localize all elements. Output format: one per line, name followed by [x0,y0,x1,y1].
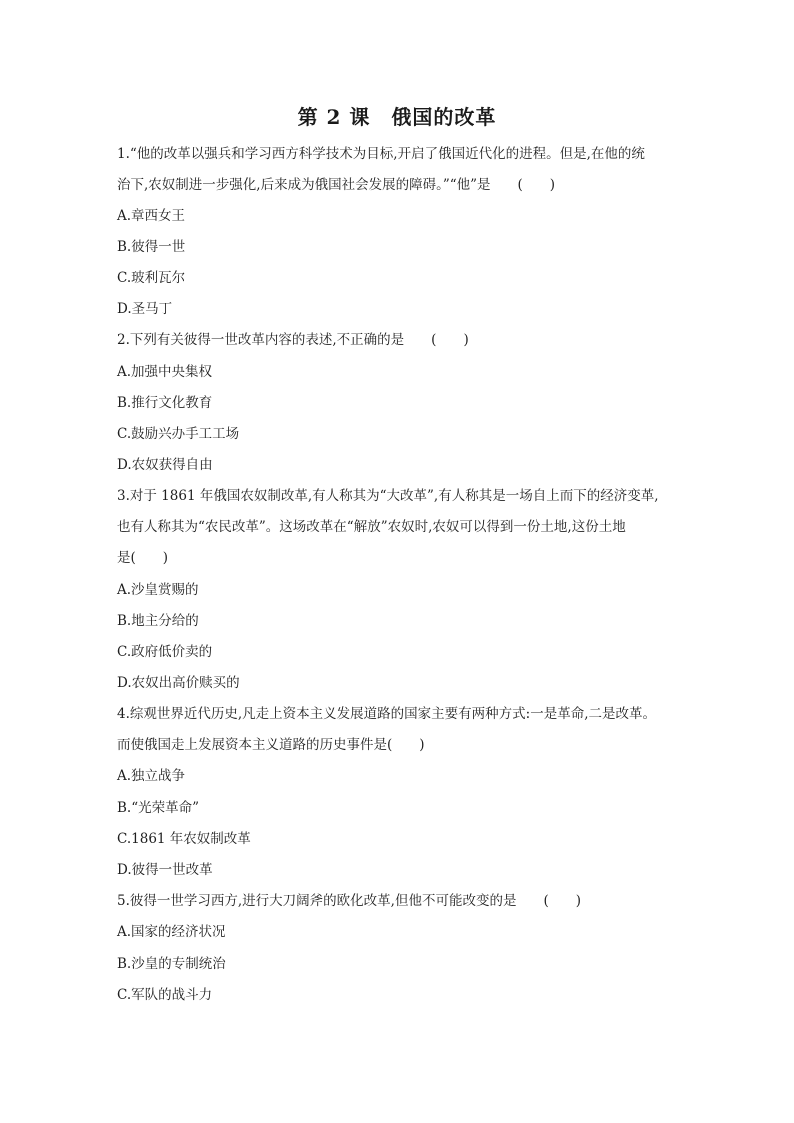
question-3-option-b: B.地主分给的 [117,613,199,629]
question-1-line-1: 1.“他的改革以强兵和学习西方科学技术为目标,开启了俄国近代化的进程。但是,在他的统 [117,146,645,162]
lesson-title: 第 2 课 俄国的改革 [297,105,497,129]
question-2-option-c: C.鼓励兴办手工工场 [117,426,240,442]
question-5-line-1: 5.彼得一世学习西方,进行大刀阔斧的欧化改革,但他不可能改变的是 ( ) [117,893,581,909]
question-5-option-b: B.沙皇的专制统治 [117,956,226,972]
question-1-option-b: B.彼得一世 [117,239,186,255]
question-4-line-2: 而使俄国走上发展资本主义道路的历史事件是( ) [117,737,425,753]
question-1-option-d: D.圣马丁 [117,301,173,317]
question-5-option-a: A.国家的经济状况 [117,924,226,940]
question-2-option-b: B.推行文化教育 [117,395,213,411]
question-2-line-1: 2.下列有关彼得一世改革内容的表述,不正确的是 ( ) [117,332,469,348]
question-4-line-1: 4.综观世界近代历史,凡走上资本主义发展道路的国家主要有两种方式:一是革命,二是改革。 [117,706,657,722]
question-1-line-2: 治下,农奴制进一步强化,后来成为俄国社会发展的障碍。”“他”是 ( ) [117,177,556,193]
question-3-option-a: A.沙皇赏赐的 [117,582,199,598]
question-3-option-d: D.农奴出高价赎买的 [117,675,240,691]
question-2-option-d: D.农奴获得自由 [117,457,213,473]
question-5-option-c: C.军队的战斗力 [117,987,213,1003]
question-4-option-d: D.彼得一世改革 [117,862,213,878]
question-4-option-b: B.“光荣革命” [117,800,200,816]
question-4-option-c: C.1861 年农奴制改革 [117,831,251,847]
question-4-option-a: A.独立战争 [117,768,186,784]
question-2-option-a: A.加强中央集权 [117,364,213,380]
question-3-option-c: C.政府低价卖的 [117,644,213,660]
question-3-line-3: 是( ) [117,550,169,566]
question-1-option-a: A.章西女王 [117,208,186,224]
question-1-option-c: C.玻利瓦尔 [117,270,186,286]
question-3-line-1: 3.对于 1861 年俄国农奴制改革,有人称其为“大改革”,有人称其是一场自上而下的经济变革, [117,488,659,504]
question-3-line-2: 也有人称其为“农民改革”。这场改革在“解放”农奴时,农奴可以得到一份土地,这份土地 [117,519,626,535]
